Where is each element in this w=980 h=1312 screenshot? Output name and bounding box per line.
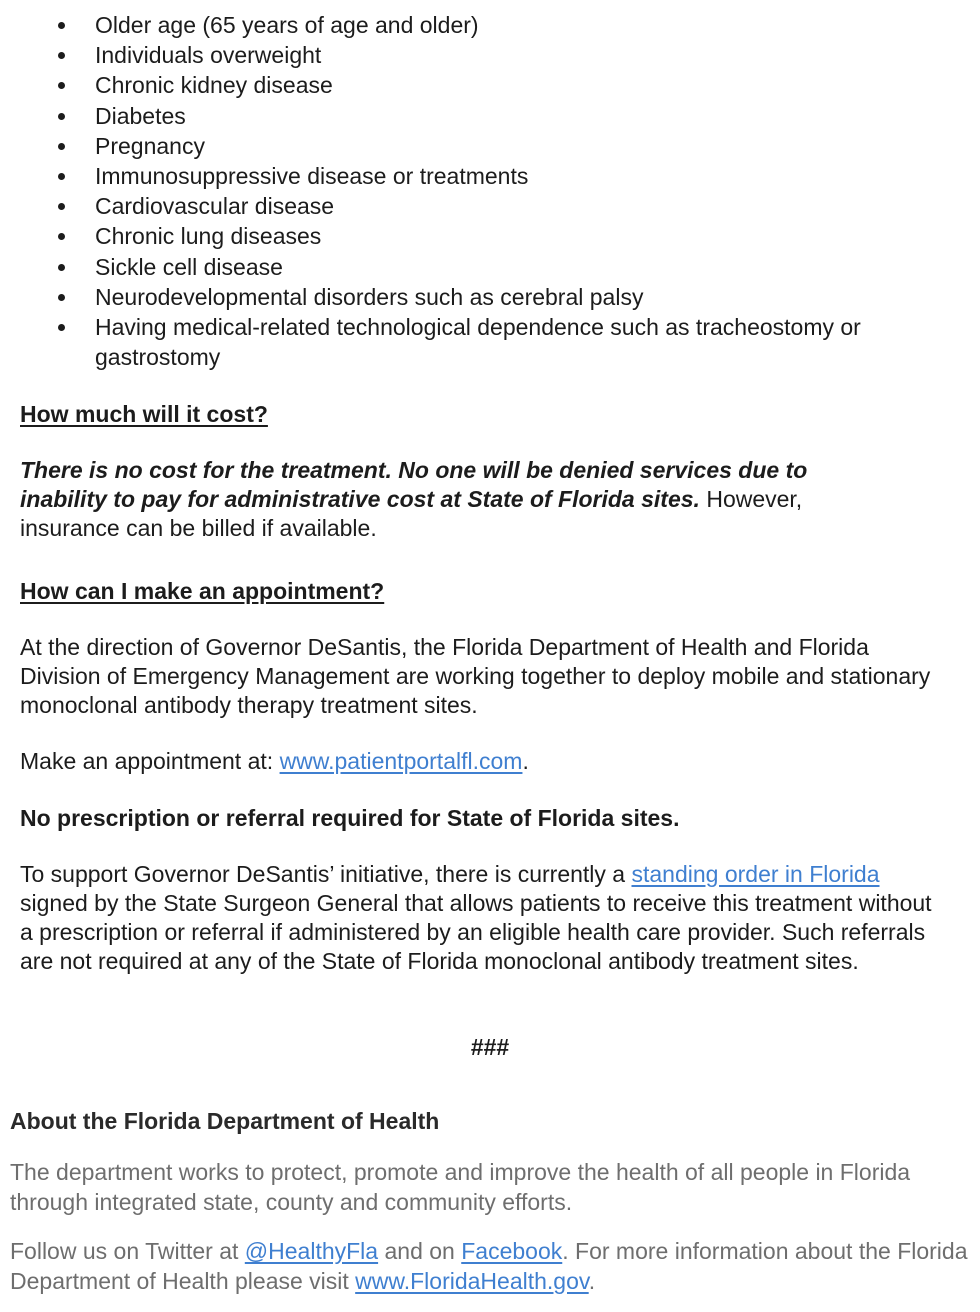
cost-emphasis: There is no cost for the treatment. No one will be denied services due to inability to pay for administrative cost at State of Florida sites. [20,457,808,512]
appointment-paragraph: At the direction of Governor DeSantis, the Florida Department of Health and Florida Division of Emergency Management are working together to deploy mobile and stationary monoclonal antibody therapy treatment sites. [20,634,931,718]
make-appointment-line [20,747,950,776]
list-item [56,10,956,40]
list-item-text: Chronic kidney disease [95,72,333,99]
cost-heading: How much will it cost? [20,401,268,427]
standing-order-prefix: To support Governor DeSantis’ initiative, there is currently a [20,861,632,887]
list-item-text: Cardiovascular disease [95,193,335,220]
website-link[interactable]: www.FloridaHealth.gov [355,1268,589,1294]
list-item-text: Neurodevelopmental disorders such as cerebral palsy [95,283,644,310]
follow-mid: and on [378,1238,462,1264]
bullet-icon [58,82,65,89]
list-item [56,312,956,372]
bullet-icon [58,22,65,29]
bullet-icon [58,113,65,120]
list-item [56,40,956,70]
list-item-text: Having medical-related technological dependence such as tracheostomy or gastrostomy [95,314,861,371]
facebook-link[interactable]: Facebook [461,1238,563,1264]
list-item [56,131,956,161]
bullet-icon [58,233,65,240]
bullet-icon [58,203,65,210]
list-item-text: Immunosuppressive disease or treatments [95,163,529,190]
standing-order-link[interactable]: standing order in Florida [631,861,880,887]
list-item-text: Individuals overweight [95,42,322,69]
list-item-text: Diabetes [95,102,186,129]
twitter-link[interactable]: @HealthyFla [244,1238,379,1264]
bullet-icon [58,294,65,301]
list-item-text: Chronic lung diseases [95,223,322,250]
no-prescription-note: No prescription or referral required for State of Florida sites. [20,805,680,831]
list-item [56,282,956,312]
make-appointment-suffix: . [522,748,529,774]
appointment-heading: How can I make an appointment? [20,578,385,604]
patient-portal-link[interactable]: www.patientportalfl.com [279,748,523,774]
follow-prefix: Follow us on Twitter at [10,1238,245,1264]
risk-factor-list [56,10,956,372]
follow-suffix: . [588,1268,596,1294]
bullet-icon [58,264,65,271]
about-mission: The department works to protect, promote and improve the health of all people in Florida through integrated state, county and community efforts. [10,1159,911,1215]
list-item-text: Older age (65 years of age and older) [95,12,479,38]
about-follow-line [10,1236,975,1296]
list-item [56,252,956,282]
standing-order-paragraph [20,860,945,976]
list-item-text: Sickle cell disease [95,253,283,280]
list-item [56,70,956,100]
list-item-text: Pregnancy [95,132,205,159]
make-appointment-prefix: Make an appointment at: [20,748,280,774]
bullet-icon [58,324,65,331]
about-heading: About the Florida Department of Health [10,1108,440,1134]
section-separator: ### [470,1034,510,1060]
cost-rest: However, insurance can be billed if available. [20,486,803,541]
list-item [56,161,956,191]
standing-order-suffix: signed by the State Surgeon General that allows patients to receive this treatment without a prescription or referral if administered by an eligible health care provider. Such referrals are not required at any of the State of Florida monoclonal antibody treatment sites. [20,890,932,974]
list-item [56,101,956,131]
cost-paragraph [20,456,870,543]
list-item [56,221,956,251]
list-item [56,191,956,221]
bullet-icon [58,173,65,180]
bullet-icon [58,52,65,59]
follow-mid-2: . For more information about the Florida Department of Health please visit [10,1238,968,1294]
bullet-icon [58,143,65,150]
